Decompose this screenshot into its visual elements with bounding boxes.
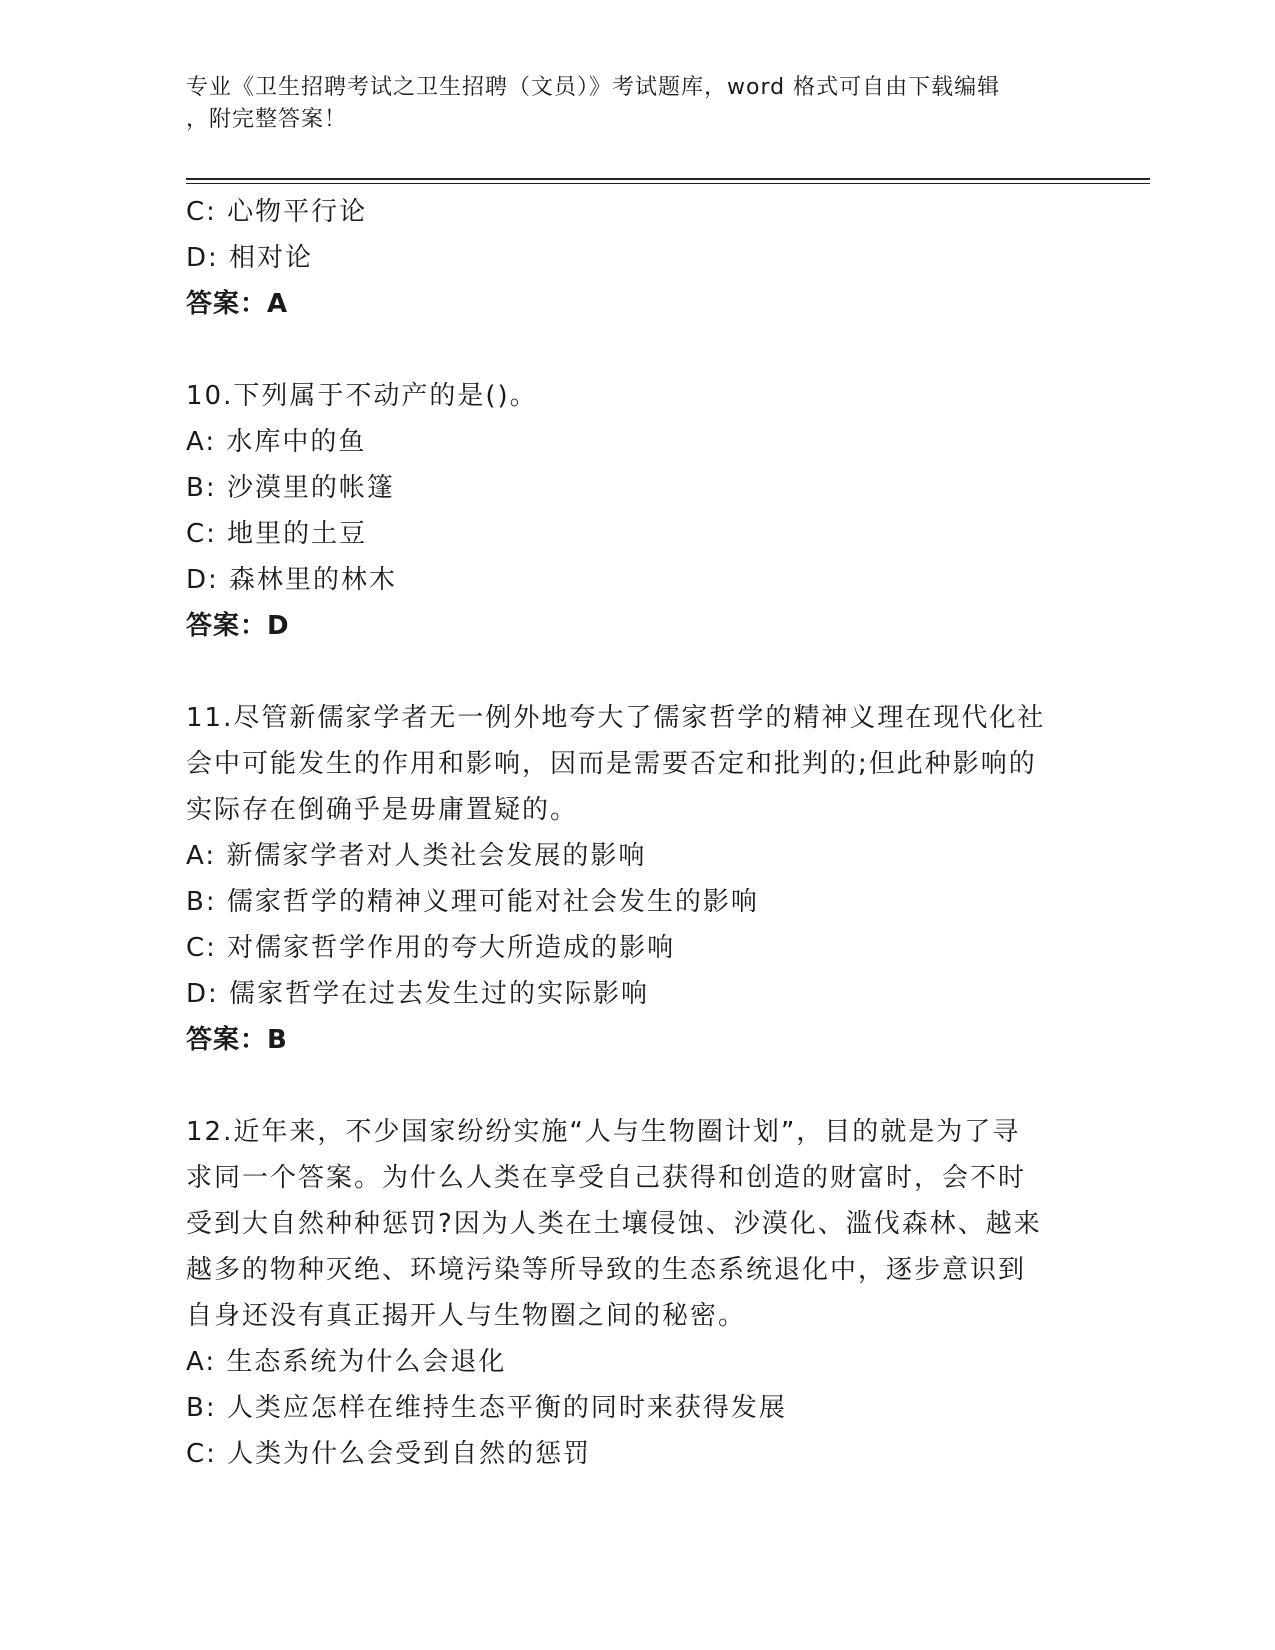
header-line-1: 专业《卫生招聘考试之卫生招聘（文员）》考试题库，word 格式可自由下载编辑 [186, 75, 1001, 100]
spacer [186, 1063, 1086, 1109]
header-divider-thick [186, 178, 1150, 180]
option-a: A: 水库中的鱼 [186, 427, 367, 457]
answer-line: 答案：D [186, 611, 290, 641]
header-divider-thin [186, 183, 1150, 184]
spacer [186, 649, 1086, 695]
option-a: A: 新儒家学者对人类社会发展的影响 [186, 841, 647, 871]
option-d: D: 相对论 [186, 243, 314, 273]
answer-line: 答案：A [186, 289, 289, 319]
option-b: B: 儒家哲学的精神义理可能对社会发生的影响 [186, 887, 759, 917]
question-stem: 会中可能发生的作用和影响，因而是需要否定和批判的;但此种影响的 [186, 749, 1037, 779]
question-content [186, 189, 1086, 1477]
question-stem: 实际存在倒确乎是毋庸置疑的。 [186, 795, 579, 825]
option-c: C: 人类为什么会受到自然的惩罚 [186, 1439, 592, 1469]
option-d: D: 儒家哲学在过去发生过的实际影响 [186, 979, 650, 1009]
prev-question-block [186, 189, 1086, 327]
option-b: B: 人类应怎样在维持生态平衡的同时来获得发展 [186, 1393, 787, 1423]
question-stem: 求同一个答案。为什么人类在享受自己获得和创造的财富时，会不时 [186, 1163, 1027, 1193]
option-c: C: 地里的土豆 [186, 519, 368, 549]
question-stem: 越多的物种灭绝、环境污染等所导致的生态系统退化中，逐步意识到 [186, 1255, 1027, 1285]
spacer [186, 327, 1086, 373]
option-d: D: 森林里的林木 [186, 565, 398, 595]
option-a: A: 生态系统为什么会退化 [186, 1347, 507, 1377]
question-12 [186, 1109, 1086, 1477]
option-c: C: 心物平行论 [186, 197, 368, 227]
option-b: B: 沙漠里的帐篷 [186, 473, 395, 503]
question-10 [186, 373, 1086, 649]
question-stem: 受到大自然种种惩罚?因为人类在土壤侵蚀、沙漠化、滥伐森林、越来 [186, 1209, 1042, 1239]
question-stem: 12.近年来，不少国家纷纷实施“人与生物圈计划”，目的就是为了寻 [186, 1117, 1021, 1147]
header-line-2: ，附完整答案！ [186, 107, 348, 132]
question-stem: 11.尽管新儒家学者无一例外地夸大了儒家哲学的精神义理在现代化社 [186, 703, 1046, 733]
page-header [186, 72, 1066, 136]
question-stem: 10.下列属于不动产的是()。 [186, 381, 538, 411]
question-stem: 自身还没有真正揭开人与生物圈之间的秘密。 [186, 1301, 747, 1331]
option-c: C: 对儒家哲学作用的夸大所造成的影响 [186, 933, 676, 963]
answer-line: 答案：B [186, 1025, 288, 1055]
question-11 [186, 695, 1086, 1063]
